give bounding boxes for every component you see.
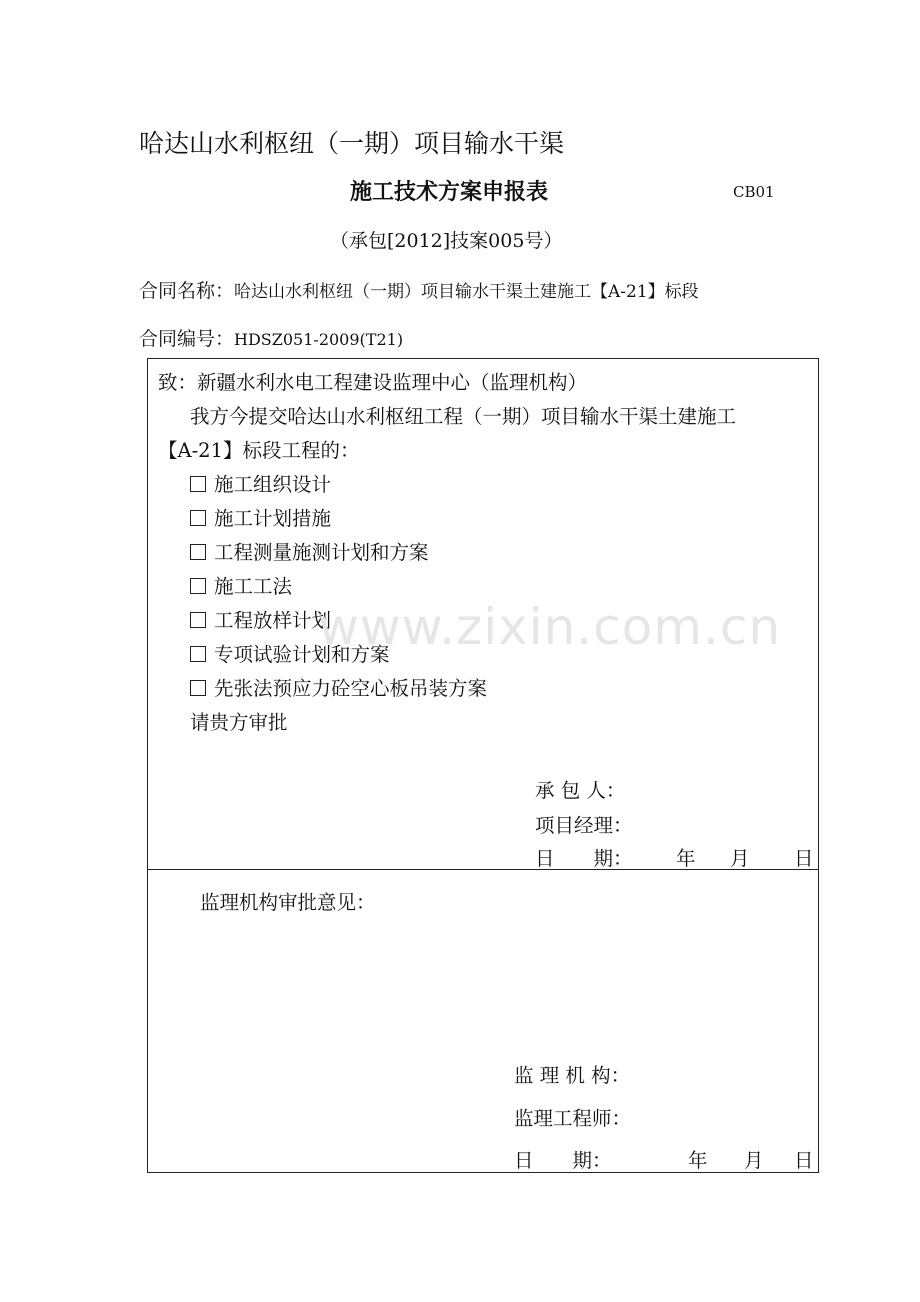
contract-name-label: 合同名称： [139, 280, 235, 302]
contract-number-row [139, 324, 403, 351]
review-section [147, 869, 819, 1173]
review-year-label: 年 [688, 1149, 708, 1172]
contract-name-value: 哈达山水利枢纽（一期）项目输水干渠土建施工【A-21】标段 [234, 282, 699, 302]
item-construction-organization-design[interactable]: 施工组织设计 [190, 469, 331, 497]
checkbox-icon[interactable] [190, 578, 206, 594]
month-label: 月 [730, 847, 750, 870]
review-day-label: 日 [794, 1149, 814, 1172]
contract-number-value: HDSZ051-2009(T21) [234, 330, 404, 349]
project-manager-label: 项目经理： [535, 814, 633, 837]
date-label: 日 期： [535, 847, 633, 870]
checkbox-icon[interactable] [190, 646, 206, 662]
intro-line-1: 我方今提交哈达山水利枢纽工程（一期）项目输水干渠土建施工 [190, 405, 737, 428]
checkbox-icon[interactable] [190, 612, 206, 628]
item-construction-method[interactable]: 施工工法 [190, 571, 292, 599]
approval-request: 请贵方审批 [190, 711, 288, 734]
watermark: www.zixin.com.cn [318, 598, 782, 656]
review-opinion-label: 监理机构审批意见： [200, 891, 376, 914]
day-label: 日 [794, 847, 814, 870]
review-date-label: 日 期： [514, 1149, 612, 1172]
intro-line-2: 【A-21】标段工程的： [158, 439, 360, 462]
contractor-label: 承 包 人： [535, 779, 626, 802]
contract-name-row [139, 276, 699, 303]
item-construction-plan-measures[interactable]: 施工计划措施 [190, 503, 331, 531]
item-setting-out-plan[interactable]: 工程放样计划 [190, 605, 331, 633]
review-month-label: 月 [744, 1149, 764, 1172]
form-code: CB01 [733, 183, 775, 201]
checkbox-icon[interactable] [190, 680, 206, 696]
checkbox-icon[interactable] [190, 510, 206, 526]
form-number: （承包[2012]技案005号） [330, 230, 563, 252]
checkbox-icon[interactable] [190, 544, 206, 560]
project-title: 哈达山水利枢纽（一期）项目输水干渠 [139, 129, 565, 158]
contract-number-label: 合同编号： [139, 328, 235, 350]
checkbox-icon[interactable] [190, 476, 206, 492]
item-special-test-plan[interactable]: 专项试验计划和方案 [190, 639, 390, 667]
addressee: 致：新疆水利水电工程建设监理中心（监理机构） [158, 371, 588, 394]
year-label: 年 [676, 847, 696, 870]
item-hollow-slab-hoisting-plan[interactable]: 先张法预应力砼空心板吊装方案 [190, 673, 487, 701]
supervision-engineer-label: 监理工程师： [514, 1107, 632, 1130]
supervision-org-label: 监 理 机 构： [514, 1064, 631, 1087]
item-survey-plan[interactable]: 工程测量施测计划和方案 [190, 537, 429, 565]
form-title: 施工技术方案申报表 [350, 179, 549, 205]
